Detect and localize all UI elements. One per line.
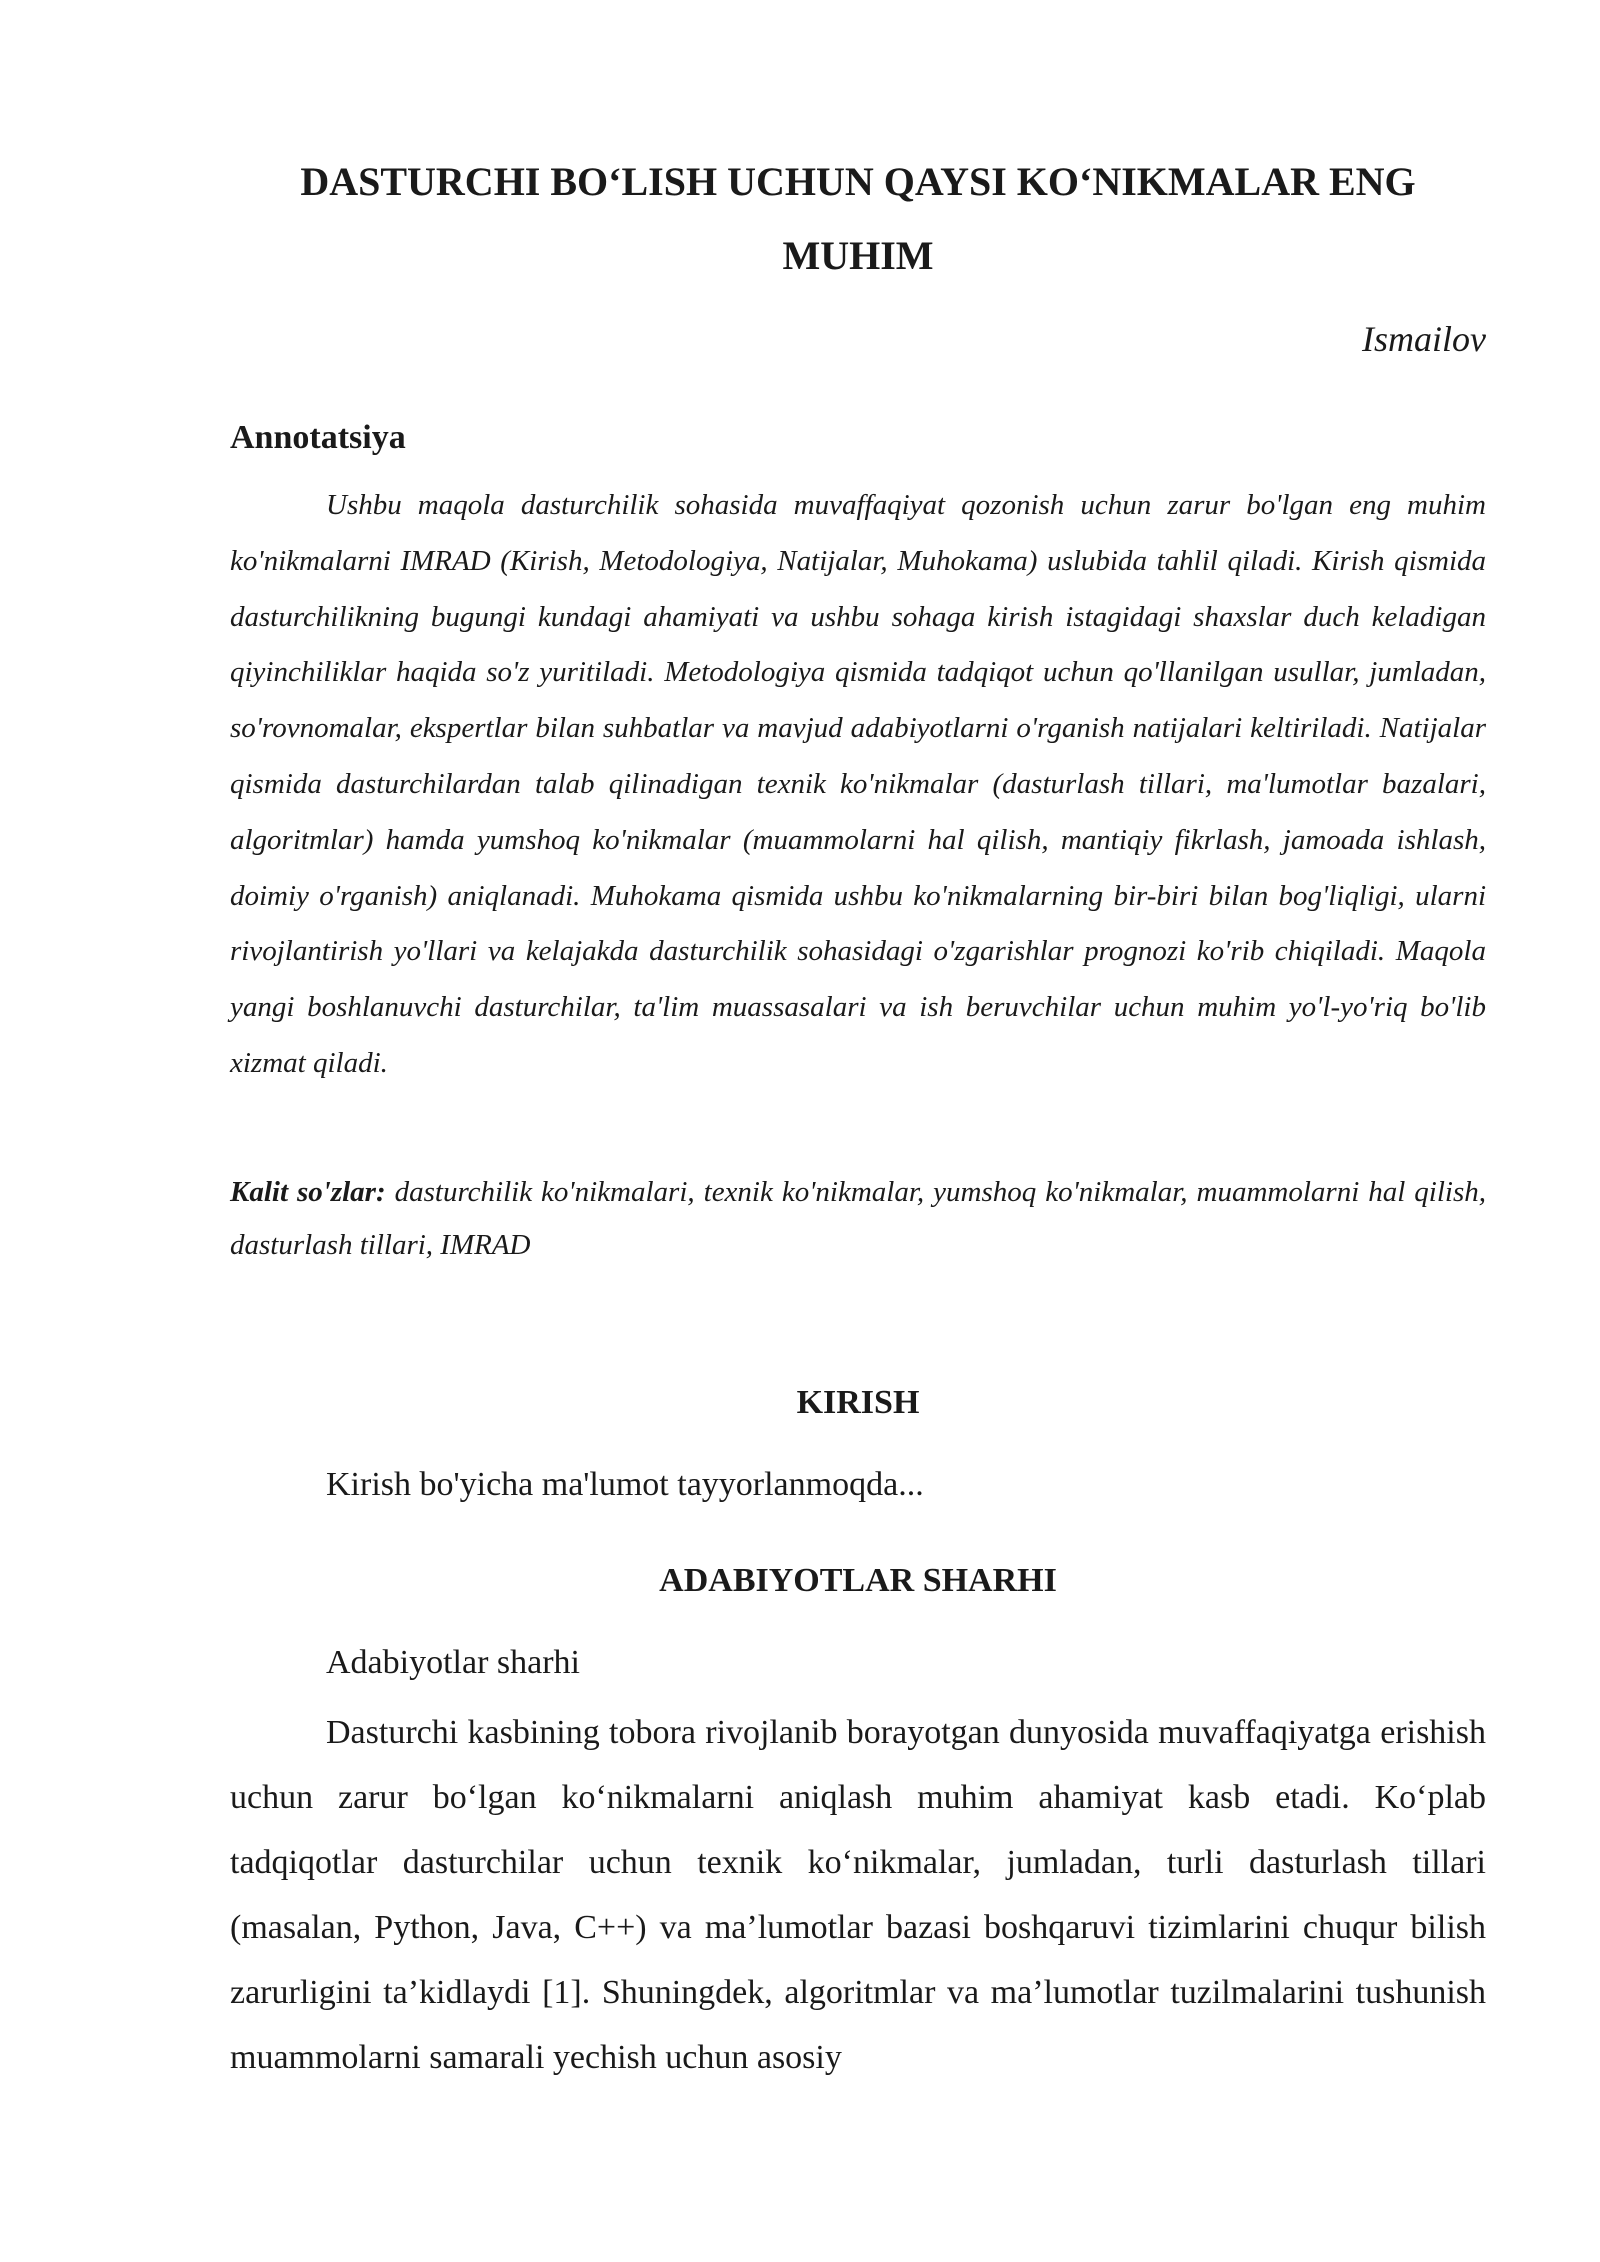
keywords-label: Kalit so'zlar: — [230, 1176, 386, 1208]
literature-heading: ADABIYOTLAR SHARHI — [659, 1562, 1057, 1599]
author-name: Ismailov — [1362, 319, 1486, 359]
annotation-heading: Annotatsiya — [230, 419, 406, 456]
keywords-paragraph — [230, 1166, 1486, 1272]
introduction-text: Kirish bo'yicha ma'lumot tayyorlanmoqda... — [326, 1466, 924, 1503]
literature-subheading: Adabiyotlar sharhi — [326, 1644, 580, 1681]
introduction-heading: KIRISH — [796, 1384, 920, 1421]
document-title: DASTURCHI BO‘LISH UCHUN QAYSI KO‘NIKMALAR ENG MUHIM — [300, 159, 1416, 278]
annotation-text: Ushbu maqola dasturchilik sohasida muvaffaqiyat qozonish uchun zarur bo'lgan eng muhim ko'nikmalarni IMRAD (Kirish, Metodologiya, Natijalar, Muhokama) uslubida tahlil qiladi. Kirish qismida dasturchilikning bugungi kundagi ahamiyati va ushbu sohaga kirish istagidagi shaxslar duch keladigan qiyinchiliklar haqida so'z yuritiladi. Metodologiya qismida tadqiqot uchun qo'llanilgan usullar, jumladan, so'rovnomalar, ekspertlar bilan suhbatlar va mavjud adabiyotlarni o'rganish natijalari keltiriladi. Natijalar qismida dasturchilardan talab qilinadigan texnik ko'nikmalar (dasturlash tillari, ma'lumotlar bazalari, algoritmlar) hamda yumshoq ko'nikmalar (muammolarni hal qilish, mantiqiy fikrlash, jamoada ishlash, doimiy o'rganish) aniqlanadi. Muhokama qismida ushbu ko'nikmalarning bir-biri bilan bog'liqligi, ularni rivojlantirish yo'llari va kelajakda dasturchilik sohasidagi o'zgarishlar prognozi ko'rib chiqiladi. Maqola yangi boshlanuvchi dasturchilar, ta'lim muassasalari va ish beruvchilar uchun muhim yo'l-yo'riq bo'lib xizmat qiladi. — [230, 489, 1486, 1079]
literature-paragraph: Dasturchi kasbining tobora rivojlanib borayotgan dunyosida muvaffaqiyatga erishish uchun zarur bo‘lgan ko‘nikmalarni aniqlash muhim ahamiyat kasb etadi. Ko‘plab tadqiqotlar dasturchilar uchun texnik ko‘nikmalar, jumladan, turli dasturlash tillari (masalan, Python, Java, C++) va ma’lumotlar bazasi boshqaruvi tizimlarini chuqur bilish zarurligini ta’kidlaydi [1]. Shuningdek, algoritmlar va ma’lumotlar tuzilmalarini tushunish muammolarni samarali yechish uchun asosiy — [230, 1714, 1486, 2076]
keywords-text: dasturchilik ko'nikmalari, texnik ko'nikmalar, yumshoq ko'nikmalar, muammolarni hal qilish, dasturlash tillari, IMRAD — [230, 1176, 1486, 1261]
